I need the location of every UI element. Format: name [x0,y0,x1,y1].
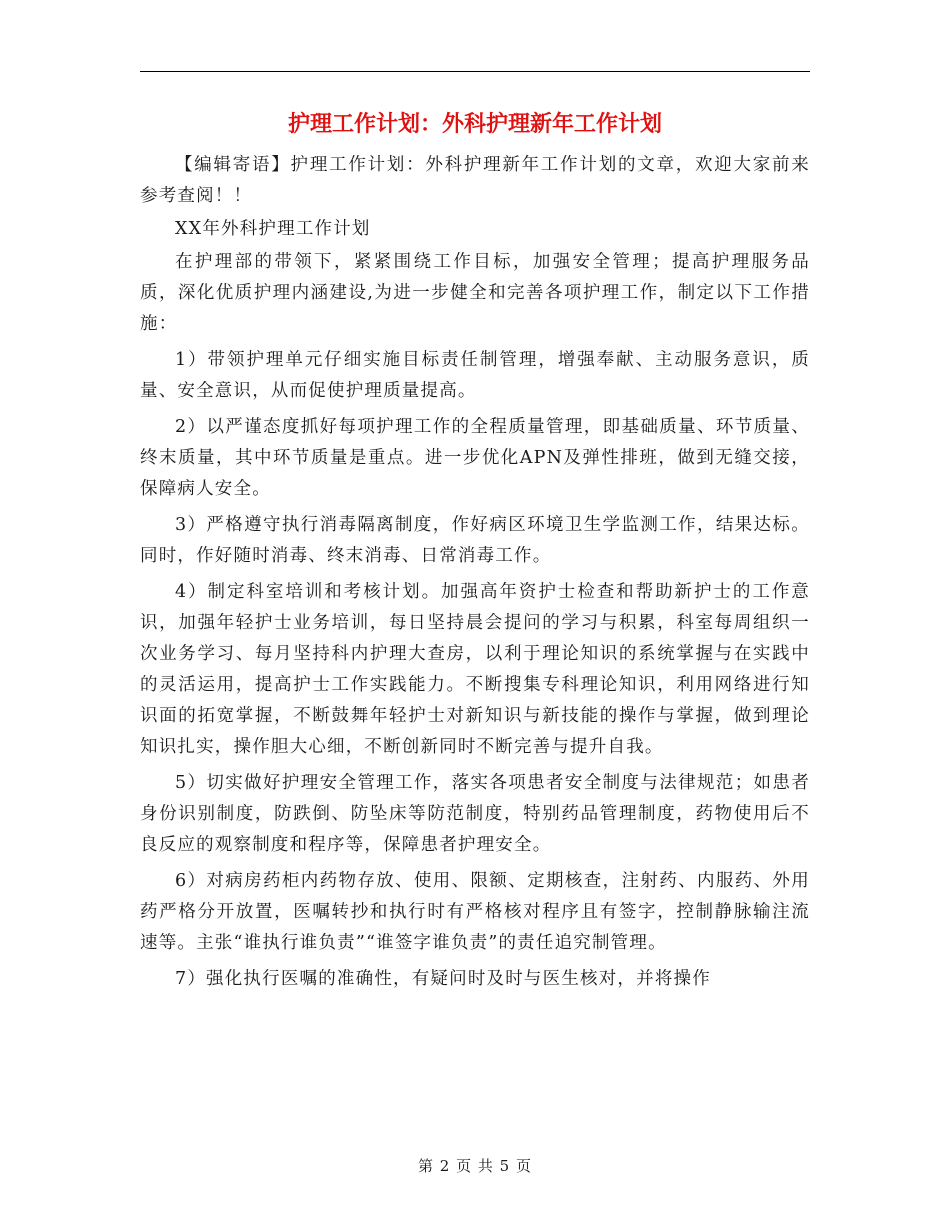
paragraph-item-6: 6）对病房药柜内药物存放、使用、限额、定期核查，注射药、内服药、外用药严格分开放置，医嘱转抄和执行时有严格核对程序且有签字，控制静脉输注流速等。主张“谁执行谁负责”“谁签字谁负责”的责任追究制管理。 [140,871,810,953]
paragraph-intro: 在护理部的带领下，紧紧围绕工作目标，加强安全管理；提高护理服务品质，深化优质护理内涵建设,为进一步健全和完善各项护理工作，制定以下工作措施： [140,252,810,334]
paragraph-item-2: 2）以严谨态度抓好每项护理工作的全程质量管理，即基础质量、环节质量、终末质量，其中环节质量是重点。进一步优化APN及弹性排班，做到无缝交接，保障病人安全。 [140,417,810,499]
header-rule [140,71,810,72]
paragraph-item-3: 3）严格遵守执行消毒隔离制度，作好病区环境卫生学监测工作，结果达标。同时，作好随时消毒、终末消毒、日常消毒工作。 [140,515,810,566]
paragraph-item-5: 5）切实做好护理安全管理工作，落实各项患者安全制度与法律规范；如患者身份识别制度，防跌倒、防坠床等防范制度，特别药品管理制度，药物使用后不良反应的观察制度和程序等，保障患者护理安全。 [140,773,810,855]
paragraph-item-7: 7）强化执行医嘱的准确性，有疑问时及时与医生核对，并将操作 [175,969,711,989]
page-number: 第 2 页 共 5 页 [418,1157,532,1175]
paragraph-item-4: 4）制定科室培训和考核计划。加强高年资护士检查和帮助新护士的工作意识，加强年轻护士业务培训，每日坚持晨会提问的学习与积累，科室每周组织一次业务学习、每月坚持科内护理大查房，以利于理论知识的系统掌握与在实践中的灵活运用，提高护士工作实践能力。不断搜集专科理论知识，利用网络进行知识面的拓宽掌握，不断鼓舞年轻护士对新知识与新技能的操作与掌握，做到理论知识扎实，操作胆大心细，不断创新同时不断完善与提升自我。 [140,582,810,757]
document-body [140,150,810,1000]
paragraph-editor-note: 【编辑寄语】护理工作计划：外科护理新年工作计划的文章，欢迎大家前来参考查阅！！ [140,155,810,206]
paragraph-subtitle: XX年外科护理工作计划 [175,219,371,239]
document-title: 护理工作计划：外科护理新年工作计划 [287,112,662,137]
paragraph-item-1: 1）带领护理单元仔细实施目标责任制管理，增强奉献、主动服务意识，质量、安全意识，从而促使护理质量提高。 [140,350,810,401]
